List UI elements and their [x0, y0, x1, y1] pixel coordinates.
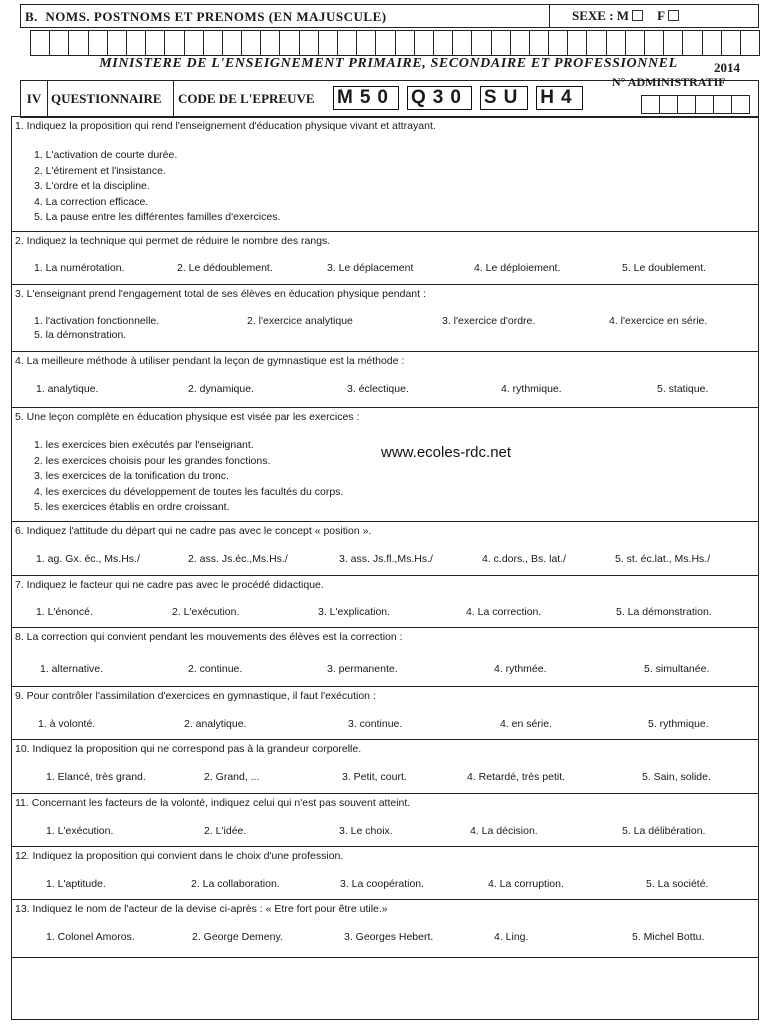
option[interactable]: 1. L'exécution.: [46, 825, 114, 837]
option[interactable]: 5. les exercices établis en ordre croissant.: [34, 501, 230, 513]
option[interactable]: 3. Le choix.: [339, 825, 393, 837]
option[interactable]: 2. Le dédoublement.: [177, 262, 273, 274]
code-part: M50: [333, 86, 399, 110]
question-12: [12, 846, 758, 899]
option[interactable]: 3. l'exercice d'ordre.: [442, 315, 536, 327]
question-10: [12, 739, 758, 793]
option[interactable]: 1. Elancé, très grand.: [46, 771, 146, 783]
sexe-f-checkbox[interactable]: [668, 10, 679, 21]
option[interactable]: 3. La coopération.: [340, 878, 425, 890]
option[interactable]: 4. l'exercice en série.: [609, 315, 708, 327]
option[interactable]: 3. Petit, court.: [342, 771, 407, 783]
option[interactable]: 3. continue.: [348, 718, 403, 730]
question-text: 2. Indiquez la technique qui permet de réduire le nombre des rangs.: [15, 235, 331, 247]
option[interactable]: 2. continue.: [188, 663, 243, 675]
option[interactable]: 5. Sain, solide.: [642, 771, 711, 783]
option[interactable]: 4. les exercices du développement de toutes les facultés du corps.: [34, 485, 344, 498]
option[interactable]: 1. L'énoncé.: [36, 606, 93, 618]
question-11: [12, 793, 758, 846]
option[interactable]: 2. l'exercice analytique: [247, 315, 353, 327]
option[interactable]: 5. statique.: [657, 383, 709, 395]
option[interactable]: 5. La société.: [646, 878, 709, 890]
blank-area: [11, 945, 759, 1020]
option[interactable]: 4. rythmée.: [494, 663, 547, 675]
option[interactable]: 4. La corruption.: [488, 878, 564, 890]
option[interactable]: 5. simultanée.: [644, 663, 710, 675]
question-text: 8. La correction qui convient pendant les mouvements des élèves est la correction :: [15, 631, 403, 643]
option[interactable]: 2. L'idée.: [204, 825, 247, 837]
admin-number-boxes[interactable]: [641, 95, 750, 114]
option[interactable]: 1. Colonel Amoros.: [46, 931, 135, 943]
question-4: [12, 351, 758, 407]
identity-header: [20, 4, 759, 28]
question-2: [12, 231, 758, 284]
option[interactable]: 4. c.dors., Bs. lat./: [482, 553, 567, 565]
option[interactable]: 1. La numérotation.: [34, 262, 125, 274]
option[interactable]: 4. rythmique.: [501, 383, 562, 395]
option[interactable]: 4. La correction.: [466, 606, 542, 618]
question-text: 4. La meilleure méthode à utiliser pendant la leçon de gymnastique est la méthode :: [15, 355, 405, 367]
names-label: B. NOMS. POSTNOMS ET PRENOMS (EN MAJUSCULE): [25, 9, 387, 24]
option[interactable]: 2. L'étirement et l'insistance.: [34, 164, 166, 177]
option[interactable]: 2. ass. Js.éc.,Ms.Hs./: [188, 553, 288, 565]
option[interactable]: 4. Le déploiement.: [474, 262, 561, 274]
option[interactable]: 3. permanente.: [327, 663, 398, 675]
option[interactable]: 3. L'ordre et la discipline.: [34, 180, 150, 192]
option[interactable]: 3. Georges Hebert.: [344, 931, 434, 943]
exam-code: [333, 86, 591, 110]
option[interactable]: 2. La collaboration.: [191, 878, 280, 890]
option[interactable]: 1. L'activation de courte durée.: [34, 149, 178, 161]
option[interactable]: 5. La démonstration.: [616, 606, 712, 618]
name-input-boxes[interactable]: [30, 30, 760, 56]
option[interactable]: 3. Le déplacement: [327, 262, 414, 274]
question-text: 1. Indiquez la proposition qui rend l'enseignement d'éducation physique vivant et attrayant.: [15, 120, 436, 132]
option[interactable]: 1. analytique.: [36, 383, 99, 395]
exam-year: 2014: [714, 60, 740, 75]
roman-numeral: IV: [21, 81, 48, 117]
watermark-url: www.ecoles-rdc.net: [381, 444, 512, 461]
option[interactable]: 5. La pause entre les différentes familles d'exercices.: [34, 211, 281, 223]
option[interactable]: 4. Retardé, très petit.: [467, 771, 566, 783]
question-7: [12, 575, 758, 627]
question-1: [12, 116, 758, 231]
option[interactable]: 5. Michel Bottu.: [632, 931, 705, 943]
questions-list: [11, 116, 759, 958]
sexe-m-checkbox[interactable]: [632, 10, 643, 21]
question-text: 6. Indiquez l'attitude du départ qui ne cadre pas avec le concept « position ».: [15, 525, 372, 537]
sexe-field: SEXE : M F: [549, 5, 693, 27]
option[interactable]: 2. analytique.: [184, 718, 247, 730]
option[interactable]: 4. La correction efficace.: [34, 195, 149, 208]
option[interactable]: 1. L'aptitude.: [46, 878, 106, 890]
option[interactable]: 5. La délibération.: [622, 825, 706, 837]
option[interactable]: 4. Ling.: [494, 931, 529, 943]
option[interactable]: 1. ag. Gx. éc., Ms.Hs./: [36, 553, 140, 565]
option[interactable]: 1. alternative.: [40, 663, 104, 675]
option[interactable]: 5. st. éc.lat., Ms.Hs./: [615, 553, 711, 565]
question-3: [12, 284, 758, 351]
option[interactable]: 5. la démonstration.: [34, 329, 127, 341]
question-text: 5. Une leçon complète en éducation physique est visée par les exercices :: [15, 411, 360, 423]
question-text: 9. Pour contrôler l'assimilation d'exercices en gymnastique, il faut l'exécution :: [15, 690, 376, 702]
option[interactable]: 3. ass. Js.fl.,Ms.Hs./: [339, 553, 433, 565]
question-8: [12, 627, 758, 686]
questionnaire-label: QUESTIONNAIRE: [51, 91, 162, 106]
question-6: [12, 521, 758, 575]
option[interactable]: 3. L'explication.: [318, 606, 391, 618]
option[interactable]: 2. George Demeny.: [192, 931, 283, 943]
option[interactable]: 5. Le doublement.: [622, 262, 707, 274]
option[interactable]: 2. Grand, ...: [204, 771, 260, 783]
option[interactable]: 2. L'exécution.: [172, 606, 240, 618]
exam-code-row: [20, 75, 759, 118]
question-5: [12, 407, 758, 521]
admin-number-label: N° ADMINISTRATIF: [612, 75, 726, 89]
option[interactable]: 5. rythmique.: [648, 718, 709, 730]
code-label: CODE DE L'EPREUVE: [173, 81, 315, 117]
question-text: 10. Indiquez la proposition qui ne correspond pas à la grandeur corporelle.: [15, 743, 362, 755]
question-text: 11. Concernant les facteurs de la volonté, indiquez celui qui n'est pas souvent atteint.: [15, 797, 411, 809]
option[interactable]: 4. La décision.: [470, 825, 538, 837]
question-text: 13. Indiquez le nom de l'acteur de la devise ci-après : « Etre fort pour être utile.»: [15, 903, 388, 915]
option[interactable]: 1. l'activation fonctionnelle.: [34, 315, 160, 327]
option[interactable]: 1. à volonté.: [38, 718, 96, 730]
option[interactable]: 3. les exercices de la tonification du tronc.: [34, 470, 229, 482]
question-text: 3. L'enseignant prend l'engagement total de ses élèves en éducation physique pendant :: [15, 288, 426, 300]
question-9: [12, 686, 758, 739]
option[interactable]: 2. dynamique.: [188, 383, 254, 395]
ministry-title: MINISTERE DE L'ENSEIGNEMENT PRIMAIRE, SECONDAIRE ET PROFESSIONNEL: [99, 56, 678, 71]
code-part: Q30: [407, 86, 472, 110]
code-part: SU: [480, 86, 528, 110]
question-text: 7. Indiquez le facteur qui ne cadre pas avec le procédé didactique.: [15, 579, 324, 591]
option[interactable]: 3. éclectique.: [347, 383, 409, 395]
option[interactable]: 4. en série.: [500, 718, 552, 730]
question-text: 12. Indiquez la proposition qui convient dans le choix d'une profession.: [15, 850, 344, 862]
option[interactable]: 2. les exercices choisis pour les grandes fonctions.: [34, 454, 271, 467]
code-part: H4: [536, 86, 582, 110]
option[interactable]: 1. les exercices bien exécutés par l'enseignant.: [34, 439, 254, 451]
